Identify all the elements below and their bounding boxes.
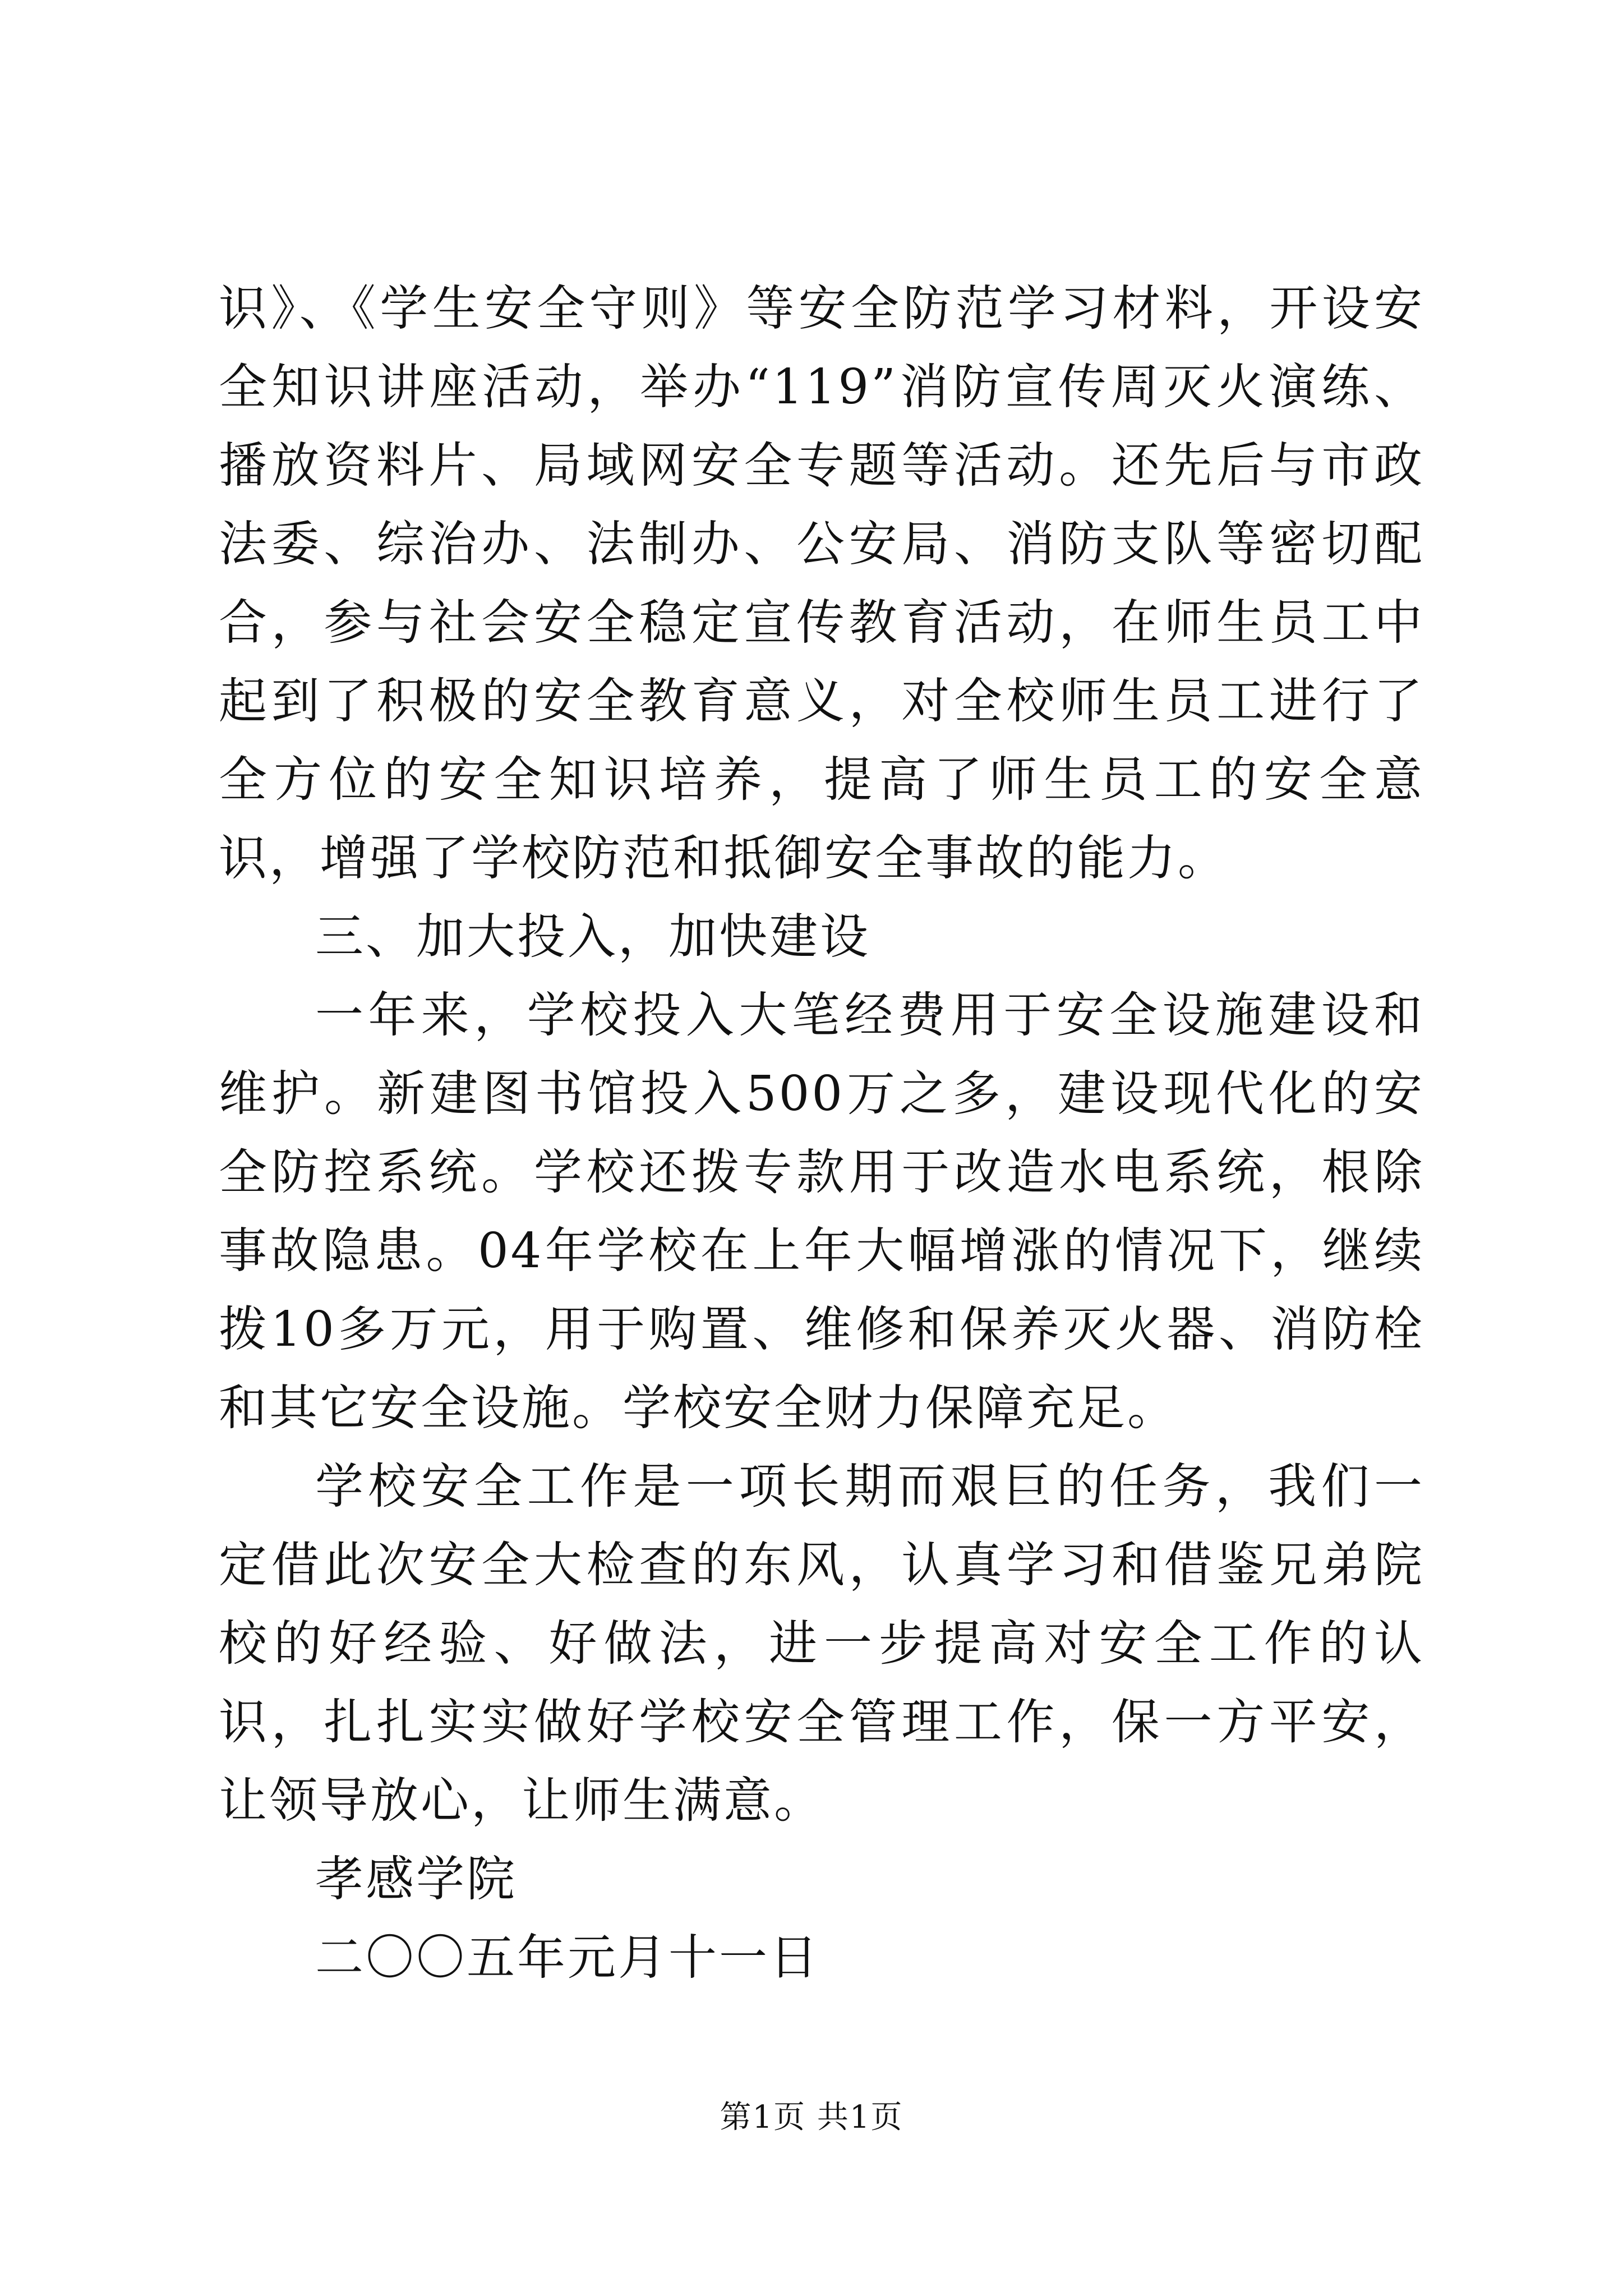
signature-date: 二〇〇五年元月十一日	[315, 1930, 820, 1986]
paragraph-investment: 一年来，学校投入大笔经费用于安全设施建设和维护。新建图书馆投入500万之多，建设现代化的安全防控系统。学校还拨专款用于改造水电系统，根除事故隐患。04年学校在上年大幅增涨的情况下，继续拨10多万元，用于购置、维修和保养灭火器、消防栓和其它安全设施。学校安全财力保障充足。	[219, 987, 1424, 1436]
document-body	[219, 269, 1424, 1997]
page-footer: 第1页 共1页	[720, 2099, 903, 2136]
paragraph-continuation: 识》、《学生安全守则》等安全防范学习材料，开设安全知识讲座活动，举办“119”消防宣传周灭火演练、播放资料片、局域网安全专题等活动。还先后与市政法委、综治办、法制办、公安局、消防支队等密切配合，参与社会安全稳定宣传教育活动，在师生员工中起到了积极的安全教育意义，对全校师生员工进行了全方位的安全知识培养，提高了师生员工的安全意识，增强了学校防范和抵御安全事故的能力。	[219, 280, 1424, 886]
signature-organization: 孝感学院	[315, 1851, 517, 1907]
paragraph-conclusion: 学校安全工作是一项长期而艰巨的任务，我们一定借此次安全大检查的东风，认真学习和借鉴兄弟院校的好经验、好做法，进一步提高对安全工作的认识，扎扎实实做好学校安全管理工作，保一方平安，让领导放心，让师生满意。	[219, 1458, 1424, 1829]
section-heading: 三、加大投入，加快建设	[315, 909, 870, 965]
